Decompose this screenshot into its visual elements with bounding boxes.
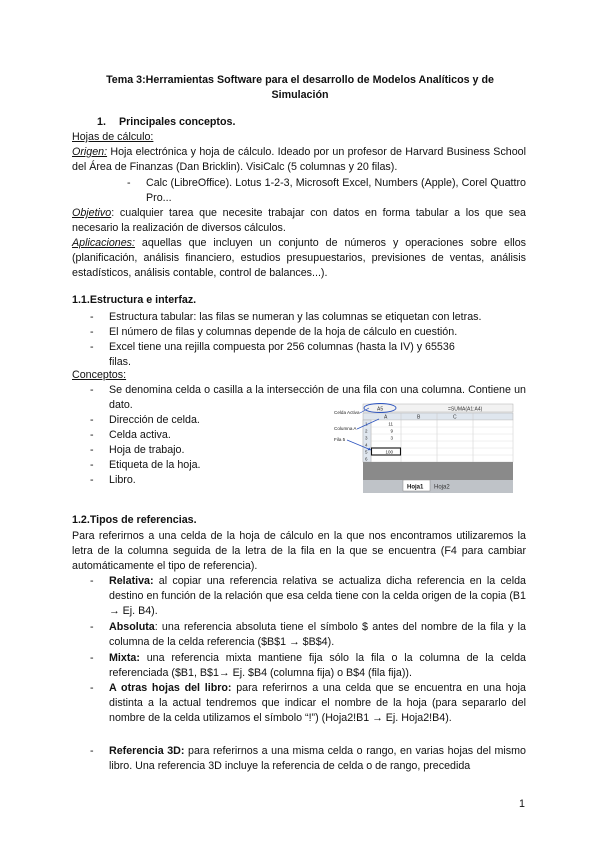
dash-bullet: - [90, 444, 94, 456]
section-heading-1 [97, 116, 235, 128]
section-heading-1-1: 1.1.Estructura e interfaz. [72, 294, 197, 306]
aplicaciones-text: aquellas que incluyen un conjunto de números y operaciones sobre ellos (planificación, análisis financiero, estudios presupuestarios, previsiones de ventas, análisis estadísticos, análisis contable, control de balances...). [72, 237, 526, 280]
cell-value: 11 [388, 421, 393, 427]
concept-text: Dirección de celda. [109, 414, 200, 426]
workspace-area [363, 462, 513, 480]
reference-text [109, 574, 526, 620]
reference-item [90, 651, 526, 681]
column-header-c: C [453, 414, 457, 421]
dash-bullet: - [90, 311, 94, 323]
dash-bullet: - [90, 341, 94, 353]
document-title: Tema 3:Herramientas Software para el desarrollo de Modelos Analíticos y de Simulación [106, 74, 494, 101]
section-number: 1. [97, 116, 106, 128]
calc-list-item [127, 176, 526, 206]
aplicaciones-paragraph [72, 236, 526, 282]
row-number: 2 [365, 428, 368, 434]
label-fila-5: Fila 5 [334, 437, 346, 442]
reference-item [90, 744, 526, 774]
formula-text: =SUMA(A1:A4) [448, 406, 483, 413]
label-columna-a: Columna A [334, 426, 357, 431]
dash-bullet: - [90, 745, 94, 757]
dash-bullet: - [90, 414, 94, 426]
origen-text: Hoja electrónica y hoja de cálculo. Ideado por un profesor de Harvard Business School del Área de Finanzas (Dan Bricklin). VisiCalc (5 columnas y 20 filas). [72, 146, 526, 174]
origen-paragraph [72, 145, 526, 175]
list-item [90, 340, 470, 370]
reference-label: Relativa: [109, 575, 154, 587]
reference-text [109, 681, 526, 727]
section-heading-1-2: 1.2.Tipos de referencias. [72, 514, 197, 526]
concept-text: Libro. [109, 474, 136, 486]
dash-bullet: - [90, 621, 94, 633]
row-number: 3 [365, 435, 368, 441]
reference-text [109, 651, 526, 681]
reference-label: Absoluta [109, 621, 155, 633]
reference-description: : una referencia absoluta tiene el símbolo $ antes del nombre de la fila y la columna de la celda referencia ($B$1 → $B$4). [109, 621, 526, 649]
objetivo-label: Objetivo [72, 207, 112, 219]
reference-label: Referencia 3D: [109, 745, 185, 757]
references-intro: Para referirnos a una celda de la hoja de cálculo en la que nos encontramos utilizaremos la letra de la columna seguida de la letra de la fila en la que se encuentra (F4 para cambiar automáticamente el tipo de referencia). [72, 530, 526, 573]
reference-item [90, 681, 526, 727]
reference-description: una referencia mixta mantiene fija sólo la fila o la columna de la celda referenciada ($B1, B$1→ Ej. $B4 (columna fija) o B$4 (fila fija)). [109, 652, 526, 680]
reference-item [90, 574, 526, 620]
dash-bullet: - [90, 459, 94, 471]
objetivo-paragraph [72, 206, 526, 236]
dash-bullet: - [127, 177, 131, 189]
reference-label: Mixta: [109, 652, 140, 664]
cell-value: 3 [390, 435, 393, 441]
sheet-tab-label: Hoja2 [434, 484, 450, 491]
objetivo-text: : cualquier tarea que necesite trabajar con datos en forma tabular a los que sea necesario la realización de diversos cálculos. [72, 207, 526, 235]
dash-bullet: - [90, 575, 94, 587]
concept-text: Hoja de trabajo. [109, 444, 185, 456]
list-item-text: Excel tiene una rejilla compuesta por 256 columnas (hasta la IV) y 65536 filas. [109, 341, 455, 369]
section-label: Principales conceptos. [119, 116, 236, 128]
formula-bar [363, 404, 513, 412]
label-celda-activa: Celda Activa [334, 410, 360, 415]
reference-text [109, 620, 526, 650]
calc-text: Calc (LibreOffice). Lotus 1-2-3, Microsoft Excel, Numbers (Apple), Corel Quattro Pro... [146, 177, 526, 205]
sheet-tab-label: Hoja1 [407, 484, 424, 491]
spreadsheet-figure [333, 403, 515, 493]
row-number: 5 [365, 449, 368, 455]
hojas-heading: Hojas de cálculo: [72, 131, 154, 143]
origen-label: Origen: [72, 146, 108, 158]
dash-bullet: - [90, 652, 94, 664]
row-number: 1 [365, 421, 368, 427]
page-number: 1 [519, 798, 525, 810]
reference-label: A otras hojas del libro: [109, 682, 232, 694]
name-box: A5 [377, 406, 384, 413]
row-number: 4 [365, 442, 368, 448]
cell-value: 9 [390, 428, 393, 434]
reference-description: para referirnos a una misma celda o rango, en varias hojas del mismo libro. Una referencia 3D incluye la referencia de celda o de rango, precedida [109, 745, 526, 773]
conceptos-heading: Conceptos: [72, 369, 127, 381]
dash-bullet: - [90, 474, 94, 486]
column-header-a: A [384, 414, 388, 421]
dash-bullet: - [90, 429, 94, 441]
cell-value: 100 [385, 449, 393, 455]
list-item-text: Estructura tabular: las filas se numeran y las columnas se etiquetan con letras. [109, 311, 482, 323]
dash-bullet: - [90, 384, 94, 396]
concept-text: Celda activa. [109, 429, 171, 441]
reference-description: para referirnos a una celda que se encuentra en una hoja distinta a la actual tendremos que indicar el nombre de la hoja (para separarlo del nombre de la celda utilizamos el símbolo “!”) (Hoja2!B1 → Ej. Hoja2!B4). [109, 682, 526, 725]
row-number: 6 [365, 456, 368, 462]
reference-text [109, 744, 526, 774]
aplicaciones-label: Aplicaciones: [72, 237, 135, 249]
reference-description: al copiar una referencia relativa se actualiza dicha referencia en la celda destino en función de la relación que esa celda tiene con la celda origen de la copia (B1 → Ej. B4). [109, 575, 526, 618]
list-item [90, 325, 526, 340]
dash-bullet: - [90, 326, 94, 338]
concept-text: Etiqueta de la hoja. [109, 459, 201, 471]
list-item-text: El número de filas y columnas depende de la hoja de cálculo en cuestión. [109, 326, 458, 338]
concept-text: Se denomina celda o casilla a la intersección de una fila con una columna. Contiene un dato. [109, 384, 526, 412]
reference-item [90, 620, 526, 650]
dash-bullet: - [90, 682, 94, 694]
list-item [90, 310, 526, 325]
column-header-b: B [417, 414, 421, 421]
